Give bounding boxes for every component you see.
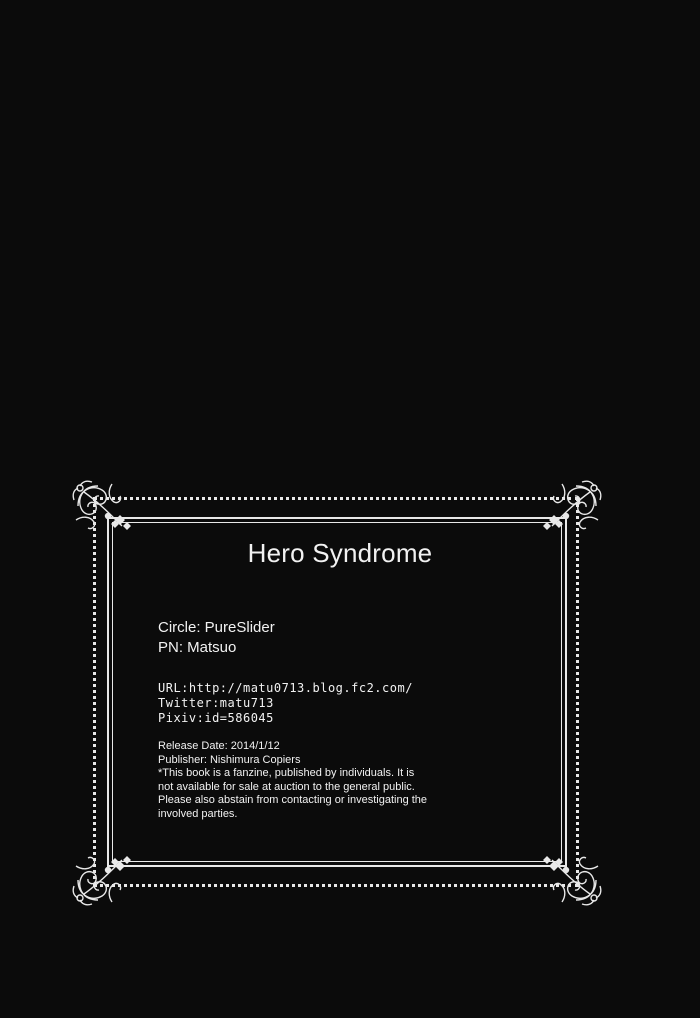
pen-name: PN: Matsuo: [158, 639, 237, 656]
release-date: Release Date: 2014/1/12: [158, 740, 280, 752]
twitter-handle: Twitter:matu713: [158, 696, 274, 710]
ornament-corner-icon: [536, 476, 606, 546]
contact-links-block: [158, 681, 413, 726]
notice-line: involved parties.: [158, 807, 238, 820]
book-title: Hero Syndrome: [247, 538, 433, 568]
notice-line: *This book is a fanzine, published by individuals. It is: [158, 767, 415, 780]
publisher: Publisher: Nishimura Copiers: [158, 753, 301, 766]
circle-name: Circle: PureSlider: [158, 619, 275, 636]
blog-url-link: URL:http://matu0713.blog.fc2.com/: [158, 681, 413, 695]
pixiv-id: Pixiv:id=586045: [158, 711, 274, 725]
notice-line: Please also abstain from contacting or investigating the: [158, 794, 428, 807]
publication-info-block: [158, 740, 478, 822]
ornament-corner-icon: [68, 840, 138, 910]
credits-block: [158, 618, 275, 658]
ornament-corner-icon: [68, 476, 138, 546]
notice-line: not available for sale at auction to the general public.: [158, 780, 415, 793]
ornament-corner-icon: [536, 840, 606, 910]
